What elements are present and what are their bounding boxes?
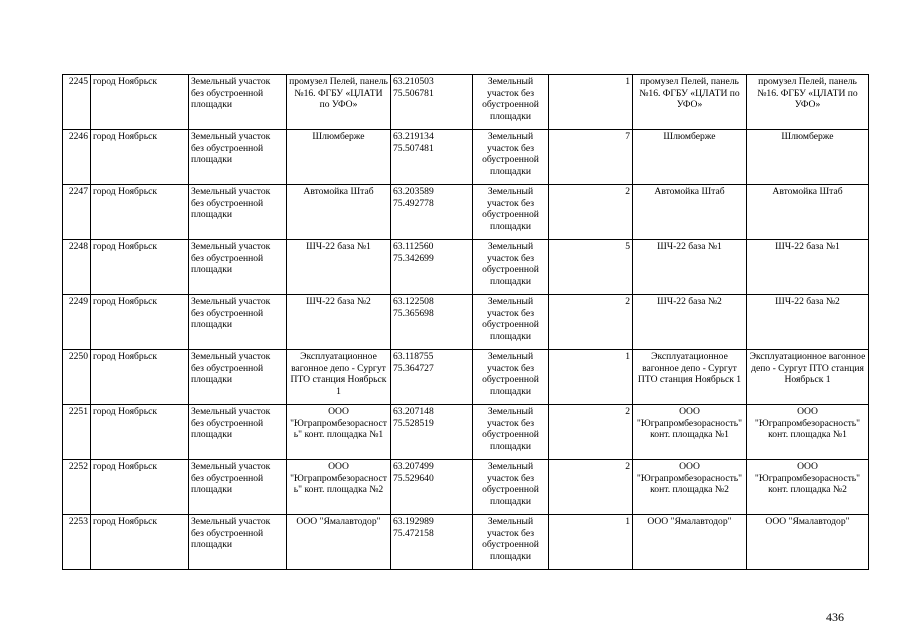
table-body bbox=[63, 75, 869, 570]
cell-description: Земельный участок без обустроенной площадки bbox=[473, 515, 549, 570]
cell-object-type: Земельный участок без обустроенной площадки bbox=[189, 295, 287, 350]
latitude: 63.207499 bbox=[393, 461, 434, 472]
longitude: 75.365698 bbox=[393, 307, 434, 319]
table-row bbox=[63, 240, 869, 295]
cell-count: 2 bbox=[549, 295, 633, 350]
cell-object-type: Земельный участок без обустроенной площадки bbox=[189, 240, 287, 295]
cell-number: 2252 bbox=[63, 460, 91, 515]
cell-description: Земельный участок без обустроенной площадки bbox=[473, 350, 549, 405]
cell-site-name: промузел Пелей, панель №16. ФГБУ «ЦЛАТИ по УФО» bbox=[287, 75, 391, 130]
table-row bbox=[63, 295, 869, 350]
cell-object-type: Земельный участок без обустроенной площадки bbox=[189, 405, 287, 460]
cell-city: город Ноябрьск bbox=[91, 75, 189, 130]
cell-site-name: ШЧ-22 база №2 bbox=[287, 295, 391, 350]
longitude: 75.492778 bbox=[393, 197, 434, 209]
cell-object-type: Земельный участок без обустроенной площадки bbox=[189, 350, 287, 405]
cell-location: промузел Пелей, панель №16. ФГБУ «ЦЛАТИ по УФО» bbox=[633, 75, 747, 130]
cell-location: Эксплуатационное вагонное депо - Сургут ПТО станция Ноябрьск 1 bbox=[633, 350, 747, 405]
longitude: 75.506781 bbox=[393, 87, 434, 99]
cell-description: Земельный участок без обустроенной площадки bbox=[473, 295, 549, 350]
longitude: 75.364727 bbox=[393, 362, 434, 374]
latitude: 63.122508 bbox=[393, 296, 434, 307]
table-row bbox=[63, 405, 869, 460]
cell-number: 2253 bbox=[63, 515, 91, 570]
cell-object-type: Земельный участок без обустроенной площадки bbox=[189, 75, 287, 130]
cell-owner: промузел Пелей, панель №16. ФГБУ «ЦЛАТИ по УФО» bbox=[747, 75, 869, 130]
cell-count: 1 bbox=[549, 515, 633, 570]
longitude: 75.342699 bbox=[393, 252, 434, 264]
cell-site-name: Шлюмберже bbox=[287, 130, 391, 185]
cell-city: город Ноябрьск bbox=[91, 295, 189, 350]
cell-coordinates bbox=[391, 405, 473, 460]
cell-number: 2250 bbox=[63, 350, 91, 405]
cell-number: 2248 bbox=[63, 240, 91, 295]
cell-coordinates bbox=[391, 460, 473, 515]
cell-site-name: ШЧ-22 база №1 bbox=[287, 240, 391, 295]
cell-coordinates bbox=[391, 295, 473, 350]
cell-owner: ШЧ-22 база №1 bbox=[747, 240, 869, 295]
cell-object-type: Земельный участок без обустроенной площадки bbox=[189, 460, 287, 515]
cell-city: город Ноябрьск bbox=[91, 460, 189, 515]
cell-city: город Ноябрьск bbox=[91, 350, 189, 405]
cell-description: Земельный участок без обустроенной площадки bbox=[473, 75, 549, 130]
cell-coordinates bbox=[391, 130, 473, 185]
cell-site-name: ООО "Юграпромбезорасность" конт. площадка №1 bbox=[287, 405, 391, 460]
cell-description: Земельный участок без обустроенной площадки bbox=[473, 185, 549, 240]
latitude: 63.219134 bbox=[393, 131, 434, 142]
latitude: 63.118755 bbox=[393, 351, 434, 362]
cell-location: ШЧ-22 база №2 bbox=[633, 295, 747, 350]
cell-owner: ШЧ-22 база №2 bbox=[747, 295, 869, 350]
table-row bbox=[63, 515, 869, 570]
cell-city: город Ноябрьск bbox=[91, 405, 189, 460]
cell-description: Земельный участок без обустроенной площадки bbox=[473, 240, 549, 295]
table-row bbox=[63, 130, 869, 185]
cell-location: Шлюмберже bbox=[633, 130, 747, 185]
cell-owner: ООО "Ямалавтодор" bbox=[747, 515, 869, 570]
longitude: 75.528519 bbox=[393, 417, 434, 429]
cell-owner: ООО "Юграпромбезорасность" конт. площадка №2 bbox=[747, 460, 869, 515]
cell-location: ШЧ-22 база №1 bbox=[633, 240, 747, 295]
cell-count: 2 bbox=[549, 460, 633, 515]
cell-location: Автомойка Штаб bbox=[633, 185, 747, 240]
latitude: 63.210503 bbox=[393, 76, 434, 87]
cell-coordinates bbox=[391, 350, 473, 405]
table-row bbox=[63, 350, 869, 405]
cell-coordinates bbox=[391, 515, 473, 570]
page-number: 436 bbox=[826, 610, 844, 624]
cell-number: 2246 bbox=[63, 130, 91, 185]
cell-coordinates bbox=[391, 75, 473, 130]
cell-number: 2245 bbox=[63, 75, 91, 130]
cell-description: Земельный участок без обустроенной площадки bbox=[473, 405, 549, 460]
cell-owner: Автомойка Штаб bbox=[747, 185, 869, 240]
cell-site-name: Эксплуатационное вагонное депо - Сургут ПТО станция Ноябрьск 1 bbox=[287, 350, 391, 405]
latitude: 63.192989 bbox=[393, 516, 434, 527]
cell-city: город Ноябрьск bbox=[91, 515, 189, 570]
latitude: 63.203589 bbox=[393, 186, 434, 197]
cell-number: 2247 bbox=[63, 185, 91, 240]
longitude: 75.472158 bbox=[393, 527, 434, 539]
cell-count: 2 bbox=[549, 405, 633, 460]
cell-city: город Ноябрьск bbox=[91, 130, 189, 185]
latitude: 63.112560 bbox=[393, 241, 434, 252]
cell-count: 2 bbox=[549, 185, 633, 240]
cell-number: 2249 bbox=[63, 295, 91, 350]
registry-table bbox=[62, 74, 869, 570]
cell-owner: ООО "Юграпромбезорасность" конт. площадка №1 bbox=[747, 405, 869, 460]
cell-count: 1 bbox=[549, 350, 633, 405]
cell-count: 7 bbox=[549, 130, 633, 185]
cell-object-type: Земельный участок без обустроенной площадки bbox=[189, 185, 287, 240]
cell-site-name: ООО "Юграпромбезорасность" конт. площадка №2 bbox=[287, 460, 391, 515]
cell-description: Земельный участок без обустроенной площадки bbox=[473, 460, 549, 515]
cell-location: ООО "Юграпромбезорасность" конт. площадка №2 bbox=[633, 460, 747, 515]
cell-coordinates bbox=[391, 240, 473, 295]
cell-object-type: Земельный участок без обустроенной площадки bbox=[189, 515, 287, 570]
cell-location: ООО "Ямалавтодор" bbox=[633, 515, 747, 570]
cell-number: 2251 bbox=[63, 405, 91, 460]
cell-count: 5 bbox=[549, 240, 633, 295]
table-row bbox=[63, 75, 869, 130]
cell-site-name: ООО "Ямалавтодор" bbox=[287, 515, 391, 570]
longitude: 75.529640 bbox=[393, 472, 434, 484]
cell-city: город Ноябрьск bbox=[91, 185, 189, 240]
cell-count: 1 bbox=[549, 75, 633, 130]
table-row bbox=[63, 460, 869, 515]
cell-description: Земельный участок без обустроенной площадки bbox=[473, 130, 549, 185]
cell-owner: Эксплуатационное вагонное депо - Сургут ПТО станция Ноябрьск 1 bbox=[747, 350, 869, 405]
cell-coordinates bbox=[391, 185, 473, 240]
cell-owner: Шлюмберже bbox=[747, 130, 869, 185]
cell-object-type: Земельный участок без обустроенной площадки bbox=[189, 130, 287, 185]
latitude: 63.207148 bbox=[393, 406, 434, 417]
cell-location: ООО "Юграпромбезорасность" конт. площадка №1 bbox=[633, 405, 747, 460]
longitude: 75.507481 bbox=[393, 142, 434, 154]
cell-city: город Ноябрьск bbox=[91, 240, 189, 295]
cell-site-name: Автомойка Штаб bbox=[287, 185, 391, 240]
table-row bbox=[63, 185, 869, 240]
